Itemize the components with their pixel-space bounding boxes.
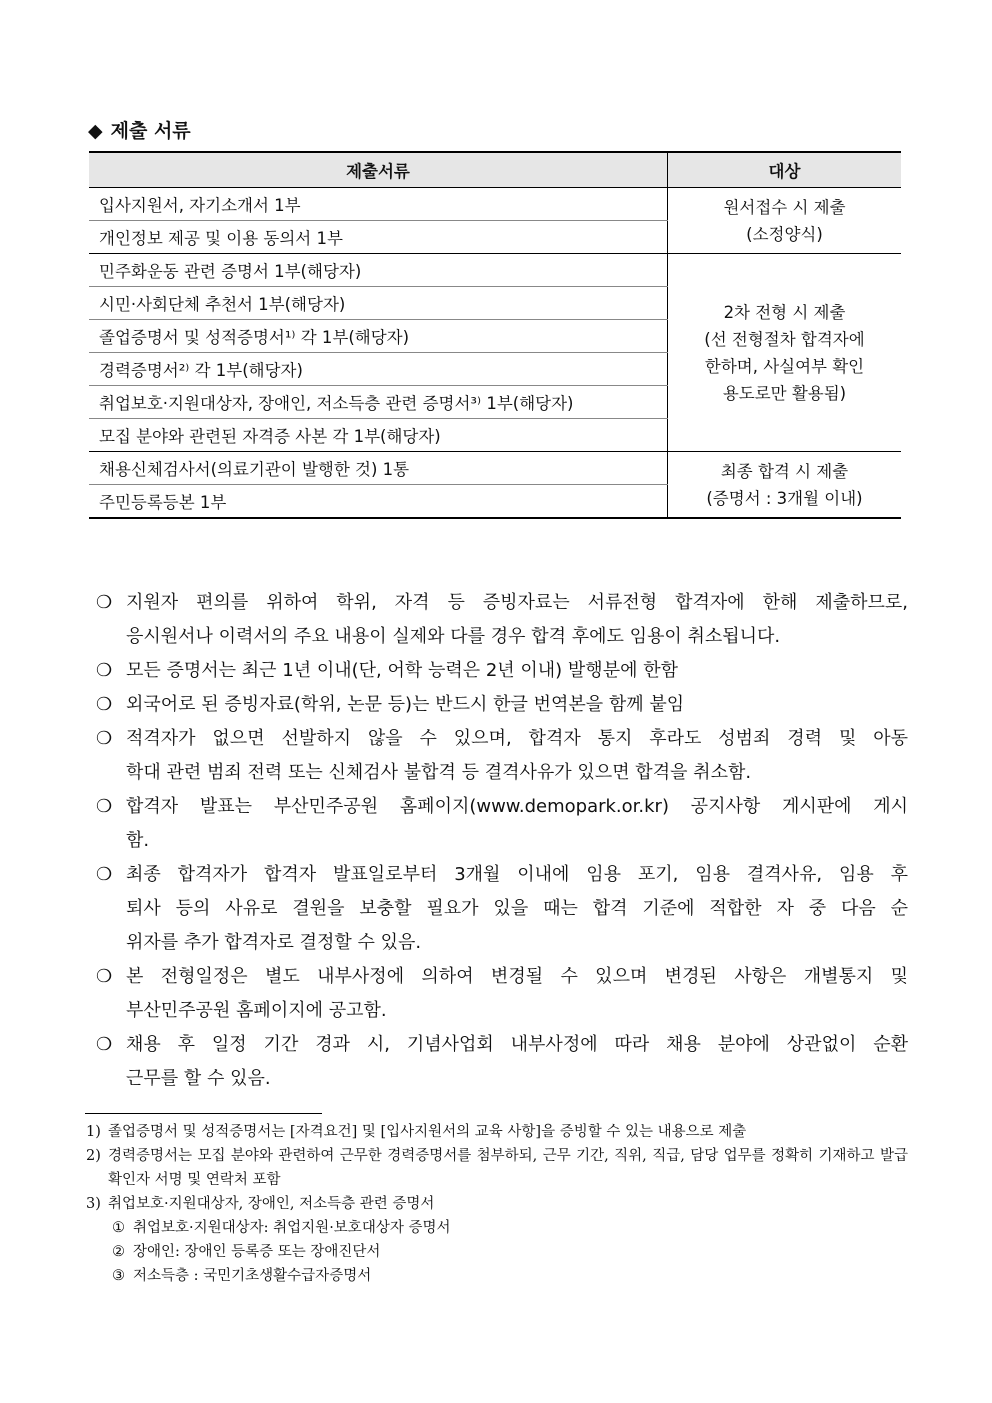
circle-bullet-icon: ❍ bbox=[96, 864, 113, 885]
note-item bbox=[96, 722, 908, 790]
documents-table bbox=[89, 151, 901, 519]
sub-footnote bbox=[86, 1240, 908, 1264]
circled-number: ③ bbox=[112, 1268, 125, 1284]
footnote-text: 취업보호·지원대상자, 장애인, 저소득층 관련 증명서 bbox=[108, 1196, 435, 1212]
sub-footnote bbox=[86, 1264, 908, 1288]
note-line: 근무를 할 수 있음. bbox=[126, 1068, 271, 1089]
note-line: 지원자 편의를 위하여 학위, 자격 등 증빙자료는 서류전형 합격자에 한해 제출하므로, bbox=[126, 592, 908, 613]
note-line: 합격자 발표는 부산민주공원 홈페이지(www.demopark.or.kr) 공지사항 게시판에 게시 bbox=[126, 796, 908, 817]
circle-bullet-icon: ❍ bbox=[96, 1034, 113, 1055]
note-line: 최종 합격자가 합격자 발표일로부터 3개월 이내에 임용 포기, 임용 결격사유, 임용 후 bbox=[126, 864, 908, 885]
sub-footnote-text: 장애인: 장애인 등록증 또는 장애진단서 bbox=[133, 1244, 381, 1260]
table-row bbox=[89, 188, 901, 221]
circle-bullet-icon: ❍ bbox=[96, 694, 113, 715]
note-line: 모든 증명서는 최근 1년 이내(단, 어학 능력은 2년 이내) 발행분에 한함 bbox=[126, 660, 678, 681]
note-line: 학대 관련 범죄 전력 또는 신체검사 불합격 등 결격사유가 있으면 합격을 취소함. bbox=[126, 762, 752, 783]
notes-list bbox=[96, 586, 908, 1096]
footnote-text: 경력증명서는 모집 분야와 관련하여 근무한 경력증명서를 첨부하되, 근무 기간, 직위, 직급, 담당 업무를 정확히 기재하고 발급확인자 서명 및 연락처 포함 bbox=[108, 1148, 908, 1188]
footnote bbox=[86, 1144, 908, 1192]
note-line: 함. bbox=[126, 830, 150, 851]
table-header-documents: 제출서류 bbox=[89, 152, 668, 188]
circle-bullet-icon: ❍ bbox=[96, 966, 113, 987]
target-cell bbox=[668, 254, 902, 452]
diamond-icon: ◆ bbox=[88, 120, 103, 142]
footnote bbox=[86, 1192, 908, 1216]
circled-number: ① bbox=[112, 1220, 125, 1236]
target-cell bbox=[668, 452, 902, 519]
document-item: 모집 분야와 관련된 자격증 사본 각 1부(해당자) bbox=[89, 419, 668, 452]
document-item: 시민·사회단체 추천서 1부(해당자) bbox=[89, 287, 668, 320]
document-item: 졸업증명서 및 성적증명서¹⁾ 각 1부(해당자) bbox=[89, 320, 668, 353]
circle-bullet-icon: ❍ bbox=[96, 796, 113, 817]
document-item: 입사지원서, 자기소개서 1부 bbox=[89, 188, 668, 221]
target-line: 한하며, 사실여부 확인 bbox=[704, 356, 865, 376]
note-line: 적격자가 없으면 선발하지 않을 수 있으며, 합격자 통지 후라도 성범죄 경력 및 아동 bbox=[126, 728, 908, 749]
note-item bbox=[96, 688, 908, 722]
note-line: 외국어로 된 증빙자료(학위, 논문 등)는 반드시 한글 번역본을 함께 붙임 bbox=[126, 694, 685, 715]
document-item: 채용신체검사서(의료기관이 발행한 것) 1통 bbox=[89, 452, 668, 485]
note-line: 부산민주공원 홈페이지에 공고함. bbox=[126, 1000, 387, 1021]
section-title-text: 제출 서류 bbox=[110, 120, 191, 142]
document-item: 개인정보 제공 및 이용 동의서 1부 bbox=[89, 221, 668, 254]
circled-number: ② bbox=[112, 1244, 125, 1260]
sub-footnote-text: 저소득층 : 국민기초생활수급자증명서 bbox=[133, 1268, 372, 1284]
document-item: 주민등록등본 1부 bbox=[89, 485, 668, 519]
note-item bbox=[96, 586, 908, 654]
target-line: (선 전형절차 합격자에 bbox=[704, 329, 865, 349]
target-line: (증명서 : 3개월 이내) bbox=[706, 488, 863, 508]
section-title bbox=[88, 116, 191, 143]
footnotes bbox=[86, 1120, 908, 1288]
target-line: 원서접수 시 제출 bbox=[723, 197, 846, 217]
footnote-number: 3) bbox=[86, 1196, 101, 1212]
note-item bbox=[96, 1028, 908, 1096]
sub-footnote-text: 취업보호·지원대상자: 취업지원·보호대상자 증명서 bbox=[133, 1220, 451, 1236]
table-header-target: 대상 bbox=[668, 152, 902, 188]
footnote-divider bbox=[85, 1113, 322, 1114]
document-item: 경력증명서²⁾ 각 1부(해당자) bbox=[89, 353, 668, 386]
note-line: 위자를 추가 합격자로 결정할 수 있음. bbox=[126, 932, 422, 953]
note-line: 채용 후 일정 기간 경과 시, 기념사업회 내부사정에 따라 채용 분야에 상관없이 순환 bbox=[126, 1034, 908, 1055]
footnote-number: 1) bbox=[86, 1124, 101, 1140]
note-item bbox=[96, 654, 908, 688]
circle-bullet-icon: ❍ bbox=[96, 592, 113, 613]
target-line: 최종 합격 시 제출 bbox=[720, 461, 849, 481]
note-item bbox=[96, 790, 908, 858]
document-item: 취업보호·지원대상자, 장애인, 저소득층 관련 증명서³⁾ 1부(해당자) bbox=[89, 386, 668, 419]
sub-footnote bbox=[86, 1216, 908, 1240]
footnote bbox=[86, 1120, 908, 1144]
table-row bbox=[89, 452, 901, 485]
circle-bullet-icon: ❍ bbox=[96, 660, 113, 681]
target-cell bbox=[668, 188, 902, 254]
note-item bbox=[96, 960, 908, 1028]
target-line: 2차 전형 시 제출 bbox=[723, 302, 846, 322]
document-item: 민주화운동 관련 증명서 1부(해당자) bbox=[89, 254, 668, 287]
note-line: 본 전형일정은 별도 내부사정에 의하여 변경될 수 있으며 변경된 사항은 개별통지 및 bbox=[126, 966, 908, 987]
circle-bullet-icon: ❍ bbox=[96, 728, 113, 749]
note-line: 퇴사 등의 사유로 결원을 보충할 필요가 있을 때는 합격 기준에 적합한 자 중 다음 순 bbox=[126, 898, 908, 919]
table-row bbox=[89, 254, 901, 287]
footnote-number: 2) bbox=[86, 1148, 101, 1164]
target-line: 용도로만 활용됨) bbox=[722, 383, 847, 403]
target-line: (소정양식) bbox=[746, 224, 823, 244]
note-line: 응시원서나 이력서의 주요 내용이 실제와 다를 경우 합격 후에도 임용이 취소됩니다. bbox=[126, 626, 781, 647]
note-item bbox=[96, 858, 908, 960]
footnote-text: 졸업증명서 및 성적증명서는 [자격요건] 및 [입사지원서의 교육 사항]을 증빙할 수 있는 내용으로 제출 bbox=[108, 1124, 747, 1140]
